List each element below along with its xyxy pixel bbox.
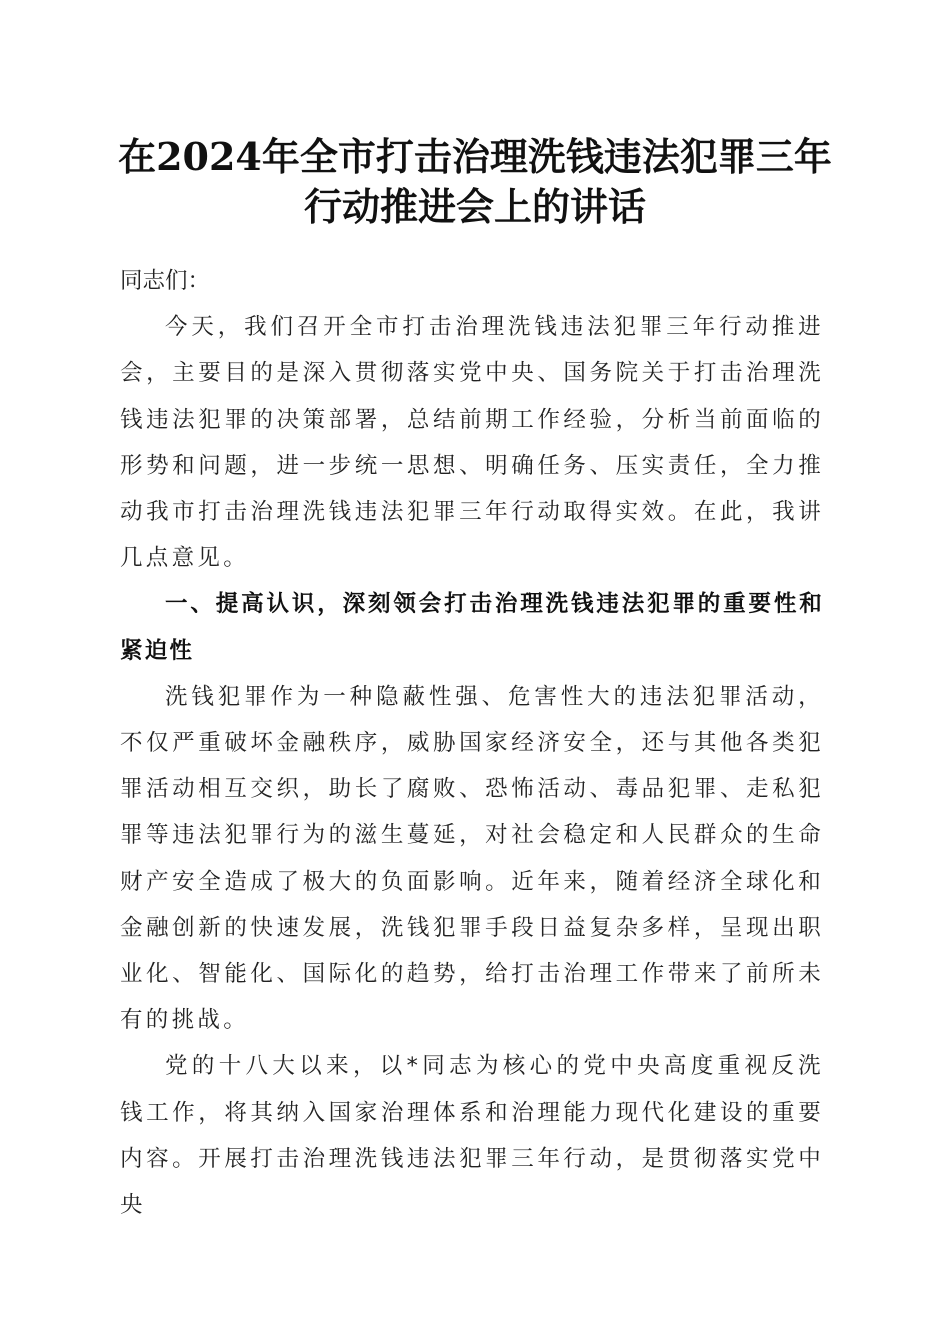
- body-paragraph: 洗钱犯罪作为一种隐蔽性强、危害性大的违法犯罪活动，不仅严重破坏金融秩序，威胁国家经济安全，还与其他各类犯罪活动相互交织，助长了腐败、恐怖活动、毒品犯罪、走私犯罪等违法犯罪行为的滋生蔓延，对社会稳定和人民群众的生命财产安全造成了极大的负面影响。近年来，随着经济全球化和金融创新的快速发展，洗钱犯罪手段日益复杂多样，呈现出职业化、智能化、国际化的趋势，给打击治理工作带来了前所未有的挑战。: [120, 683, 824, 1034]
- body-paragraph: 党的十八大以来，以*同志为核心的党中央高度重视反洗钱工作，将其纳入国家治理体系和治理能力现代化建设的重要内容。开展打击治理洗钱违法犯罪三年行动，是贯彻落实党中央: [120, 1053, 824, 1219]
- intro-paragraph: 今天，我们召开全市打击治理洗钱违法犯罪三年行动推进会，主要目的是深入贯彻落实党中央、国务院关于打击治理洗钱违法犯罪的决策部署，总结前期工作经验，分析当前面临的形势和问题，进一步统一思想、明确任务、压实责任，全力推动我市打击治理洗钱违法犯罪三年行动取得实效。在此，我讲几点意见。: [120, 314, 824, 572]
- document-title: 在2024年全市打击治理洗钱违法犯罪三年行动推进会上的讲话: [118, 134, 832, 229]
- salutation: 同志们：: [120, 268, 211, 294]
- section-heading: 一、提高认识，深刻领会打击治理洗钱违法犯罪的重要性和紧迫性: [120, 591, 824, 664]
- document-body: [120, 258, 824, 1228]
